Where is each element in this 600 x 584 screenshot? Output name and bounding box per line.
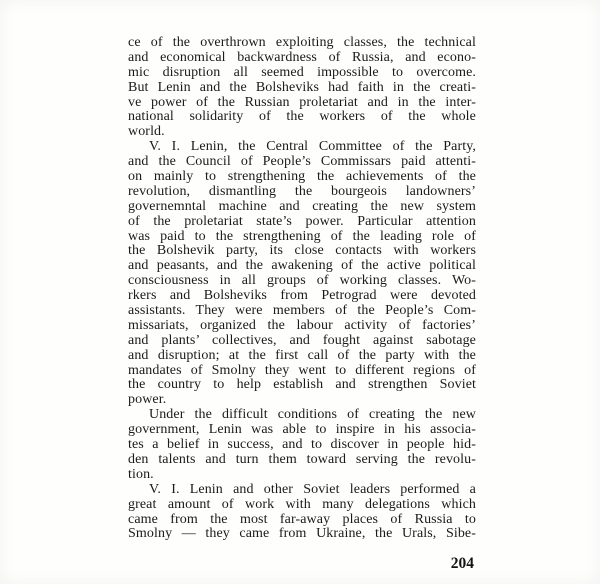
text-line: and disruption; at the first call of the party with the [128,348,476,363]
text-line: on mainly to strengthening the achievements of the [128,170,476,185]
text-line: and plants’ collectives, and fought against sabotage [128,333,476,348]
text-lines [128,36,476,542]
text-line: V. I. Lenin, the Central Committee of the Party, [149,140,476,155]
text-line: revolution, dismantling the bourgeois landowners’ [128,184,476,199]
text-line: great amount of work with many delegations which [128,497,476,512]
text-line: the Bolshevik party, its close contacts with workers [128,244,476,259]
text-line: ce of the overthrown exploiting classes, the technical [128,36,476,50]
text-line: ve power of the Russian proletariat and in the inter- [128,95,476,110]
text-line: and peasants, and the awakening of the active political [128,259,476,274]
text-line: world. [128,125,165,140]
text-line: governemntal machine and creating the new system [128,199,476,214]
text-line: the country to help establish and strengthen Soviet [128,378,476,393]
text-line: consciousness in all groups of working classes. Wo- [128,274,476,289]
text-line: tes a belief in success, and to discover in people hid- [128,438,476,453]
text-line: and the Council of People’s Commissars paid attenti- [128,155,476,170]
text-line: missariats, organized the labour activity of factories’ [128,318,476,333]
text-block [128,36,476,573]
text-line: tion. [128,467,154,482]
text-line: But Lenin and the Bolsheviks had faith in the creati- [128,80,476,95]
text-line: mandates of Smolny they went to different regions of [128,363,476,378]
text-line: came from the most far-away places of Russia to [128,512,476,527]
page-number: 204 [450,555,474,573]
text-line: assistants. They were members of the People’s Com- [128,304,476,319]
text-line: V. I. Lenin and other Soviet leaders performed a [149,482,476,497]
text-line: power. [128,393,167,408]
text-line: government, Lenin was able to inspire in his associa- [128,423,476,438]
text-line: den talents and turn them toward serving the revolu- [128,452,476,467]
text-line: national solidarity of the workers of the whole [128,110,476,125]
text-line: of the proletariat state’s power. Particular attention [128,214,476,229]
text-line: and economical backwardness of Russia, and econo- [128,50,476,65]
text-line: was paid to the strengthening of the leading role of [128,229,476,244]
text-line: rkers and Bolsheviks from Petrograd were devoted [128,289,476,304]
text-line: Smolny — they came from Ukraine, the Urals, Sibe- [128,527,476,542]
text-line: mic disruption all seemed impossible to overcome. [128,65,476,80]
text-line: Under the difficult conditions of creating the new [149,408,476,423]
